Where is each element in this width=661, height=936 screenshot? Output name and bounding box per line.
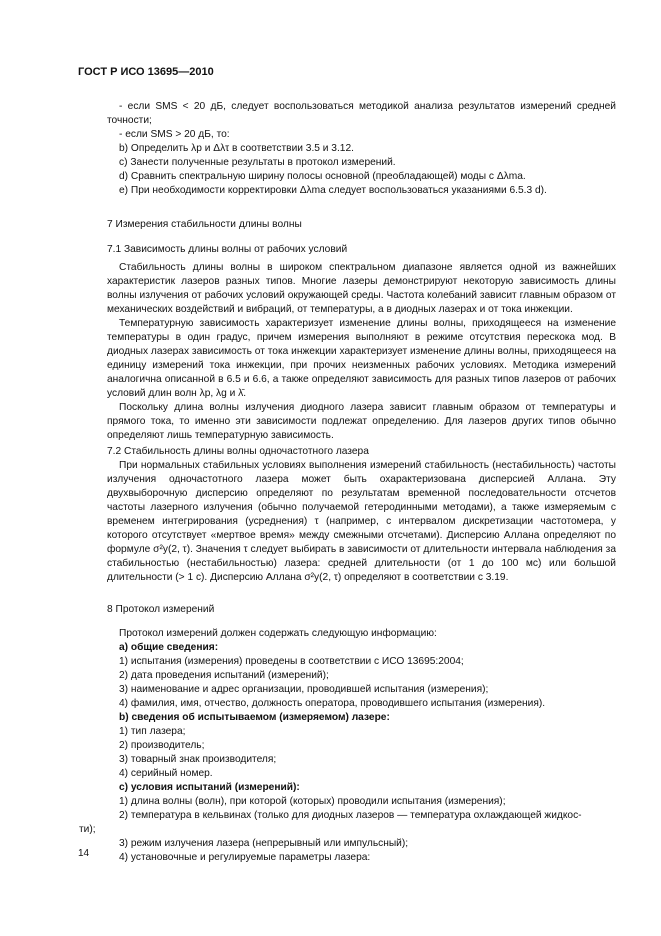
list-item: 4) серийный номер. xyxy=(119,768,213,779)
page-header: ГОСТ Р ИСО 13695—2010 xyxy=(78,66,214,78)
list-item: e) При необходимости корректировки Δλma следует воспользоваться указаниями 6.5.3 d). xyxy=(119,185,547,196)
subsection-heading: 7.2 Стабильность длины волны одночастотного лазера xyxy=(107,446,369,457)
paragraph: Протокол измерений должен содержать следующую информацию: xyxy=(119,628,437,639)
list-item: - если SMS > 20 дБ, то: xyxy=(119,129,230,140)
list-item: 2) производитель; xyxy=(119,740,205,751)
list-item: - если SMS < 20 дБ, следует воспользоваться методикой анализа результатов измерений средней точности; xyxy=(107,101,616,126)
list-item: 3) режим излучения лазера (непрерывный или импульсный); xyxy=(119,838,409,849)
subsection-heading: 7.1 Зависимость длины волны от рабочих условий xyxy=(107,244,348,255)
list-heading: c) условия испытаний (измерений): xyxy=(119,782,300,793)
section-heading: 8 Протокол измерений xyxy=(107,604,215,615)
list-item: 2) дата проведения испытаний (измерений); xyxy=(119,670,329,681)
page-number: 14 xyxy=(78,848,90,859)
paragraph: При нормальных стабильных условиях выполнения измерений стабильность (нестабильность) частоты излучения одночастотного лазера может быть охарактеризована дисперсией Аллана. Эту двухвыборочную дисперсию определяют по результатам временной последовательности отсчетов частоты лазерного излучения (обычно получаемой гетеродинными методами), а также измеряемым с временем интегрирования (усреднения) τ (например, с интервалом дискретизации частотомера, у которого отсутствует «мертвое время» между смежными отсчетами). Дисперсию Аллана определяют по формуле σ²y(2, τ). Значения τ следует выбирать в зависимости от длительности интервала наблюдения за стабильностью (нестабильностью) лазера: средней длительности (от 1 до 100 мс) или большой длительности (> 1 с). Дисперсию Аллана σ²y(2, τ) определяют в соответствии с 3.19. xyxy=(107,460,616,583)
list-item: 1) испытания (измерения) проведены в соответствии с ИСО 13695:2004; xyxy=(119,656,464,667)
list-item: 2) температура в кельвинах (только для диодных лазеров — температура охлаждающей жидкос- xyxy=(119,810,582,821)
list-item: 4) фамилия, имя, отчество, должность оператора, проводившего испытания (измерения). xyxy=(119,698,546,709)
list-item: 3) товарный знак производителя; xyxy=(119,754,277,765)
list-item: b) Определить λp и Δλτ в соответствии 3.5 и 3.12. xyxy=(119,143,354,154)
paragraph: Температурную зависимость характеризует изменение длины волны, приходящееся на изменение температуры в один градус, причем измерения выполняют в режиме отсутствия перескока мод. В диодных лазерах зависимость от тока инжекции характеризует изменение длины волны, приходящееся на единицу измерений тока инжекции, при прочих неизменных рабочих условиях. Методика измерений аналогична описанной в 6.5 и 6.6, а также определяют зависимость для разных типов лазеров от рабочих условий длин волн λp, λg и λ̄. xyxy=(107,318,616,399)
list-item: d) Сравнить спектральную ширину полосы основной (преобладающей) моды с Δλmа. xyxy=(119,171,526,182)
list-item: 3) наименование и адрес организации, проводившей испытания (измерения); xyxy=(119,684,489,695)
list-item: c) Занести полученные результаты в протокол измерений. xyxy=(119,157,396,168)
section-heading: 7 Измерения стабильности длины волны xyxy=(107,219,302,230)
paragraph: ти); xyxy=(79,824,96,835)
list-item: 1) длина волны (волн), при которой (которых) проводили испытания (измерения); xyxy=(119,796,506,807)
list-item: 1) тип лазера; xyxy=(119,726,186,737)
list-item: 4) установочные и регулируемые параметры лазера: xyxy=(119,852,371,863)
list-heading: b) сведения об испытываемом (измеряемом) лазере: xyxy=(119,712,390,723)
list-heading: а) общие сведения: xyxy=(119,642,219,653)
paragraph: Поскольку длина волны излучения диодного лазера зависит главным образом от температуры и прямого тока, то именно эти зависимости подлежат определению. Для лазеров других типов обычно определяют лишь температурную зависимость. xyxy=(107,402,616,441)
paragraph: Стабильность длины волны в широком спектральном диапазоне является одной из важнейших характеристик лазеров разных типов. Многие лазеры демонстрируют некоторую зависимость длины волны излучения от рабочих условий окружающей среды. Частота колебаний зависит главным образом от механических воздействий и вибраций, от температуры, а в диодных лазерах и от тока инжекции. xyxy=(107,262,616,315)
